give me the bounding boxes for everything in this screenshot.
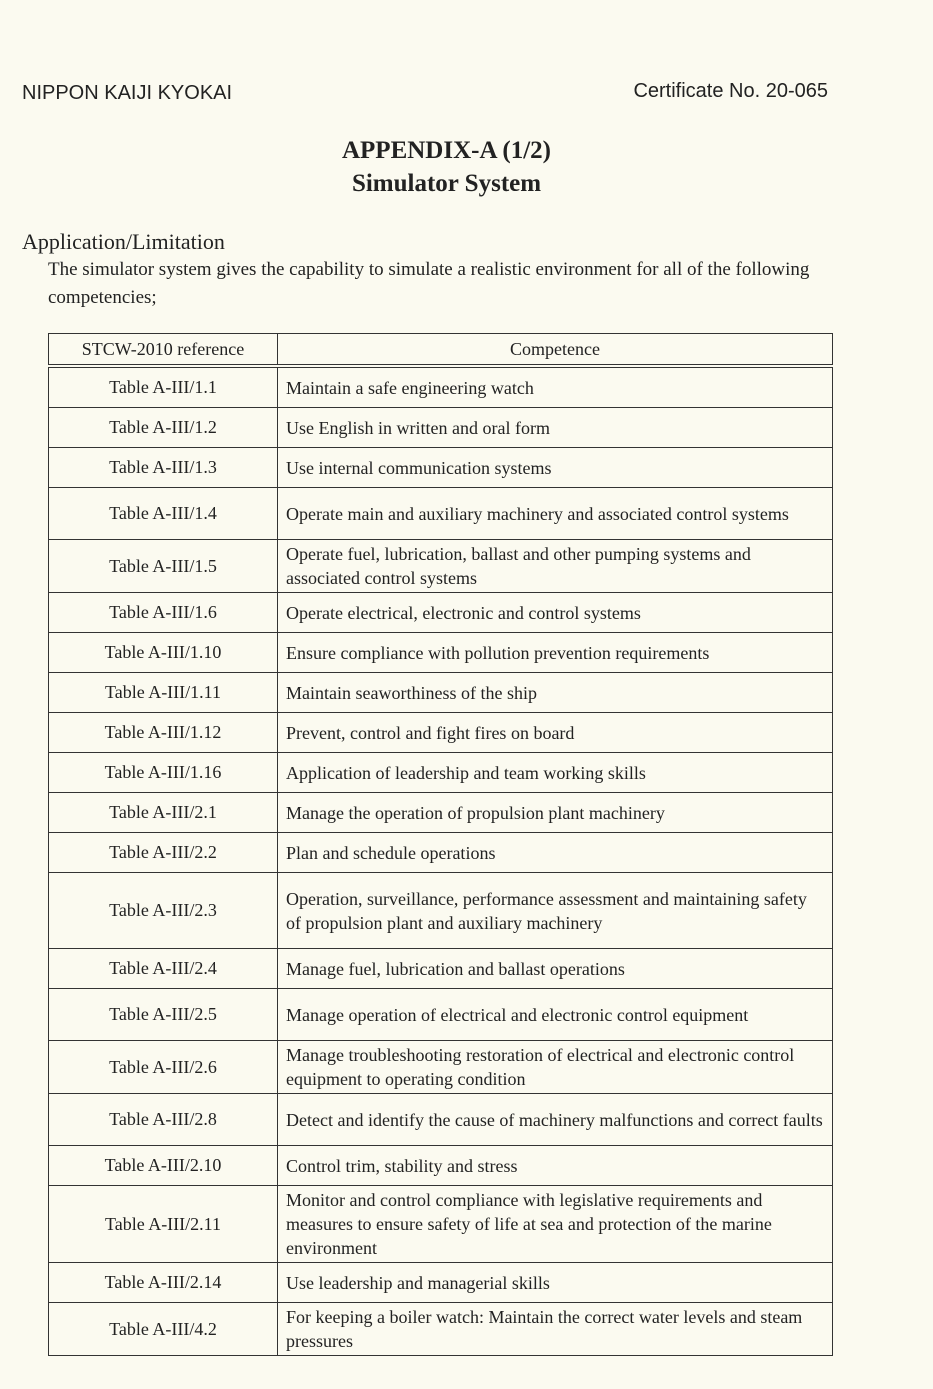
stcw-reference-cell: Table A-III/2.11 — [49, 1186, 278, 1263]
table-row — [49, 1041, 833, 1094]
column-header-competence: Competence — [278, 334, 833, 367]
section-heading: Application/Limitation — [22, 229, 225, 254]
appendix-subtitle: Simulator System — [351, 170, 542, 197]
table-row — [49, 593, 833, 633]
stcw-reference-cell: Table A-III/1.12 — [49, 713, 278, 753]
stcw-reference-cell: Table A-III/1.5 — [49, 540, 278, 593]
stcw-reference-cell: Table A-III/1.2 — [49, 408, 278, 448]
certificate-number: Certificate No. 20-065 — [633, 80, 828, 102]
page-title — [0, 134, 893, 200]
competence-cell: Manage troubleshooting restoration of electrical and electronic control equipment to operating condition — [278, 1041, 833, 1094]
appendix-title: APPENDIX-A (1/2) — [341, 137, 551, 164]
stcw-reference-cell: Table A-III/1.1 — [49, 366, 278, 408]
stcw-reference-cell: Table A-III/2.3 — [49, 873, 278, 949]
table-row — [49, 753, 833, 793]
competence-cell: Operate fuel, lubrication, ballast and other pumping systems and associated control systems — [278, 540, 833, 593]
competence-cell: Application of leadership and team working skills — [278, 753, 833, 793]
competence-cell: Operate main and auxiliary machinery and associated control systems — [278, 488, 833, 540]
competence-cell: Monitor and control compliance with legislative requirements and measures to ensure safety of life at sea and protection of the marine environment — [278, 1186, 833, 1263]
competence-cell: Use internal communication systems — [278, 448, 833, 488]
stcw-reference-cell: Table A-III/1.3 — [49, 448, 278, 488]
stcw-reference-cell: Table A-III/2.14 — [49, 1263, 278, 1303]
stcw-reference-cell: Table A-III/2.4 — [49, 949, 278, 989]
competence-cell: Manage fuel, lubrication and ballast operations — [278, 949, 833, 989]
table-row — [49, 1186, 833, 1263]
intro-paragraph: The simulator system gives the capability to simulate a realistic environment for all of the following competencies; — [48, 259, 810, 308]
competence-cell: Detect and identify the cause of machinery malfunctions and correct faults — [278, 1094, 833, 1146]
table-row — [49, 713, 833, 753]
competence-cell: Ensure compliance with pollution prevention requirements — [278, 633, 833, 673]
stcw-reference-cell: Table A-III/1.10 — [49, 633, 278, 673]
table-row — [49, 1303, 833, 1356]
stcw-reference-cell: Table A-III/2.6 — [49, 1041, 278, 1094]
stcw-reference-cell: Table A-III/2.1 — [49, 793, 278, 833]
table-row — [49, 873, 833, 949]
stcw-reference-cell: Table A-III/2.5 — [49, 989, 278, 1041]
competence-cell: Manage the operation of propulsion plant machinery — [278, 793, 833, 833]
competence-cell: Operation, surveillance, performance assessment and maintaining safety of propulsion plant and auxiliary machinery — [278, 873, 833, 949]
table-row — [49, 366, 833, 408]
organization-name: NIPPON KAIJI KYOKAI — [22, 82, 233, 104]
table-row — [49, 448, 833, 488]
stcw-reference-cell: Table A-III/1.6 — [49, 593, 278, 633]
stcw-reference-cell: Table A-III/1.16 — [49, 753, 278, 793]
table-row — [49, 540, 833, 593]
stcw-reference-cell: Table A-III/1.11 — [49, 673, 278, 713]
competence-cell: Plan and schedule operations — [278, 833, 833, 873]
competence-cell: Maintain a safe engineering watch — [278, 366, 833, 408]
competence-cell: Use leadership and managerial skills — [278, 1263, 833, 1303]
competence-cell: Maintain seaworthiness of the ship — [278, 673, 833, 713]
table-row — [49, 1146, 833, 1186]
table-header-row — [49, 334, 833, 367]
stcw-reference-cell: Table A-III/1.4 — [49, 488, 278, 540]
stcw-reference-cell: Table A-III/2.2 — [49, 833, 278, 873]
stcw-reference-cell: Table A-III/4.2 — [49, 1303, 278, 1356]
stcw-reference-cell: Table A-III/2.10 — [49, 1146, 278, 1186]
table-row — [49, 1094, 833, 1146]
competence-cell: For keeping a boiler watch: Maintain the correct water levels and steam pressures — [278, 1303, 833, 1356]
competence-cell: Prevent, control and fight fires on board — [278, 713, 833, 753]
table-row — [49, 673, 833, 713]
competence-table — [48, 333, 833, 1356]
table-row — [49, 408, 833, 448]
table-row — [49, 949, 833, 989]
table-row — [49, 989, 833, 1041]
table-row — [49, 793, 833, 833]
table-row — [49, 488, 833, 540]
table-row — [49, 1263, 833, 1303]
column-header-reference: STCW-2010 reference — [49, 334, 278, 367]
table-row — [49, 833, 833, 873]
competence-cell: Manage operation of electrical and electronic control equipment — [278, 989, 833, 1041]
competence-cell: Control trim, stability and stress — [278, 1146, 833, 1186]
stcw-reference-cell: Table A-III/2.8 — [49, 1094, 278, 1146]
table-row — [49, 633, 833, 673]
competence-cell: Operate electrical, electronic and control systems — [278, 593, 833, 633]
competence-cell: Use English in written and oral form — [278, 408, 833, 448]
